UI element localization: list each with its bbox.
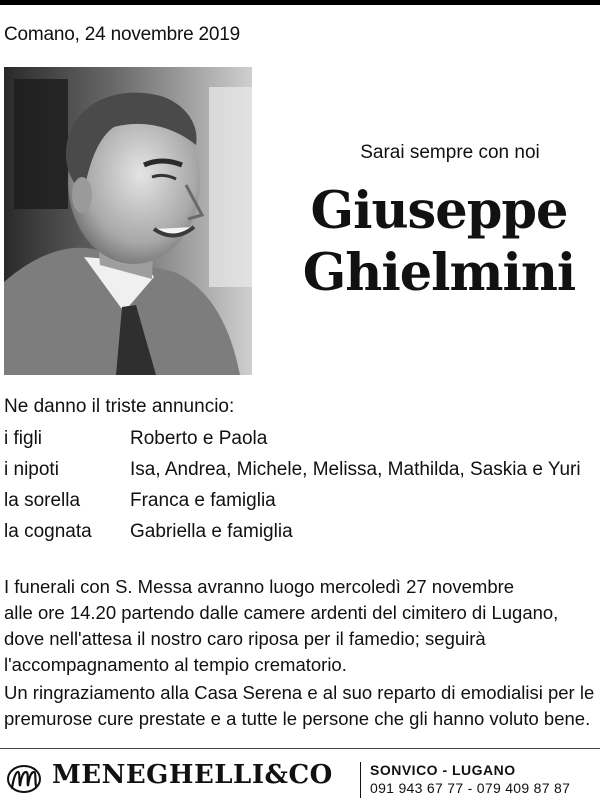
funeral-paragraph	[4, 574, 600, 678]
last-name: Ghielmini	[302, 243, 576, 303]
footer-rule	[0, 748, 600, 749]
relatives-names: Gabriella e famiglia	[130, 521, 293, 542]
thanks-line: Un ringraziamento alla Casa Serena e al suo reparto di emodialisi per le	[4, 682, 595, 703]
footer-phones: 091 943 67 77 - 079 409 87 87	[370, 780, 571, 796]
relation-label: i figli	[4, 428, 43, 449]
footer-location: SONVICO - LUGANO	[370, 762, 516, 778]
portrait-photo	[4, 67, 252, 375]
date-line: Comano, 24 novembre 2019	[4, 24, 241, 45]
funeral-line: I funerali con S. Messa avranno luogo mercoledì 27 novembre	[4, 576, 515, 597]
meneghelli-logo-icon	[6, 764, 42, 794]
thanks-paragraph	[4, 680, 600, 732]
thanks-line: premurose cure prestate e a tutte le persone che gli hanno voluto bene.	[4, 708, 591, 729]
footer-separator	[360, 762, 361, 798]
announcement-intro: Ne danno il triste annuncio:	[4, 396, 235, 417]
relatives-names: Franca e famiglia	[130, 490, 276, 511]
relation-label: la sorella	[4, 490, 81, 511]
subtitle: Sarai sempre con noi	[360, 142, 540, 163]
funeral-line: alle ore 14.20 partendo dalle camere ardenti del cimitero di Lugano,	[4, 602, 559, 623]
relation-label: la cognata	[4, 521, 92, 542]
relatives-names: Isa, Andrea, Michele, Melissa, Mathilda, Saskia e Yuri	[130, 459, 581, 480]
relation-label: i nipoti	[4, 459, 59, 480]
funeral-line: dove nell'attesa il nostro caro riposa per il famedio; seguirà	[4, 628, 486, 649]
brand-name: MENEGHELLI&CO	[52, 760, 333, 790]
relatives-names: Roberto e Paola	[130, 428, 268, 449]
top-rule	[0, 0, 600, 5]
funeral-line: l'accompagnamento al tempio crematorio.	[4, 654, 347, 675]
first-name: Giuseppe	[310, 181, 568, 241]
